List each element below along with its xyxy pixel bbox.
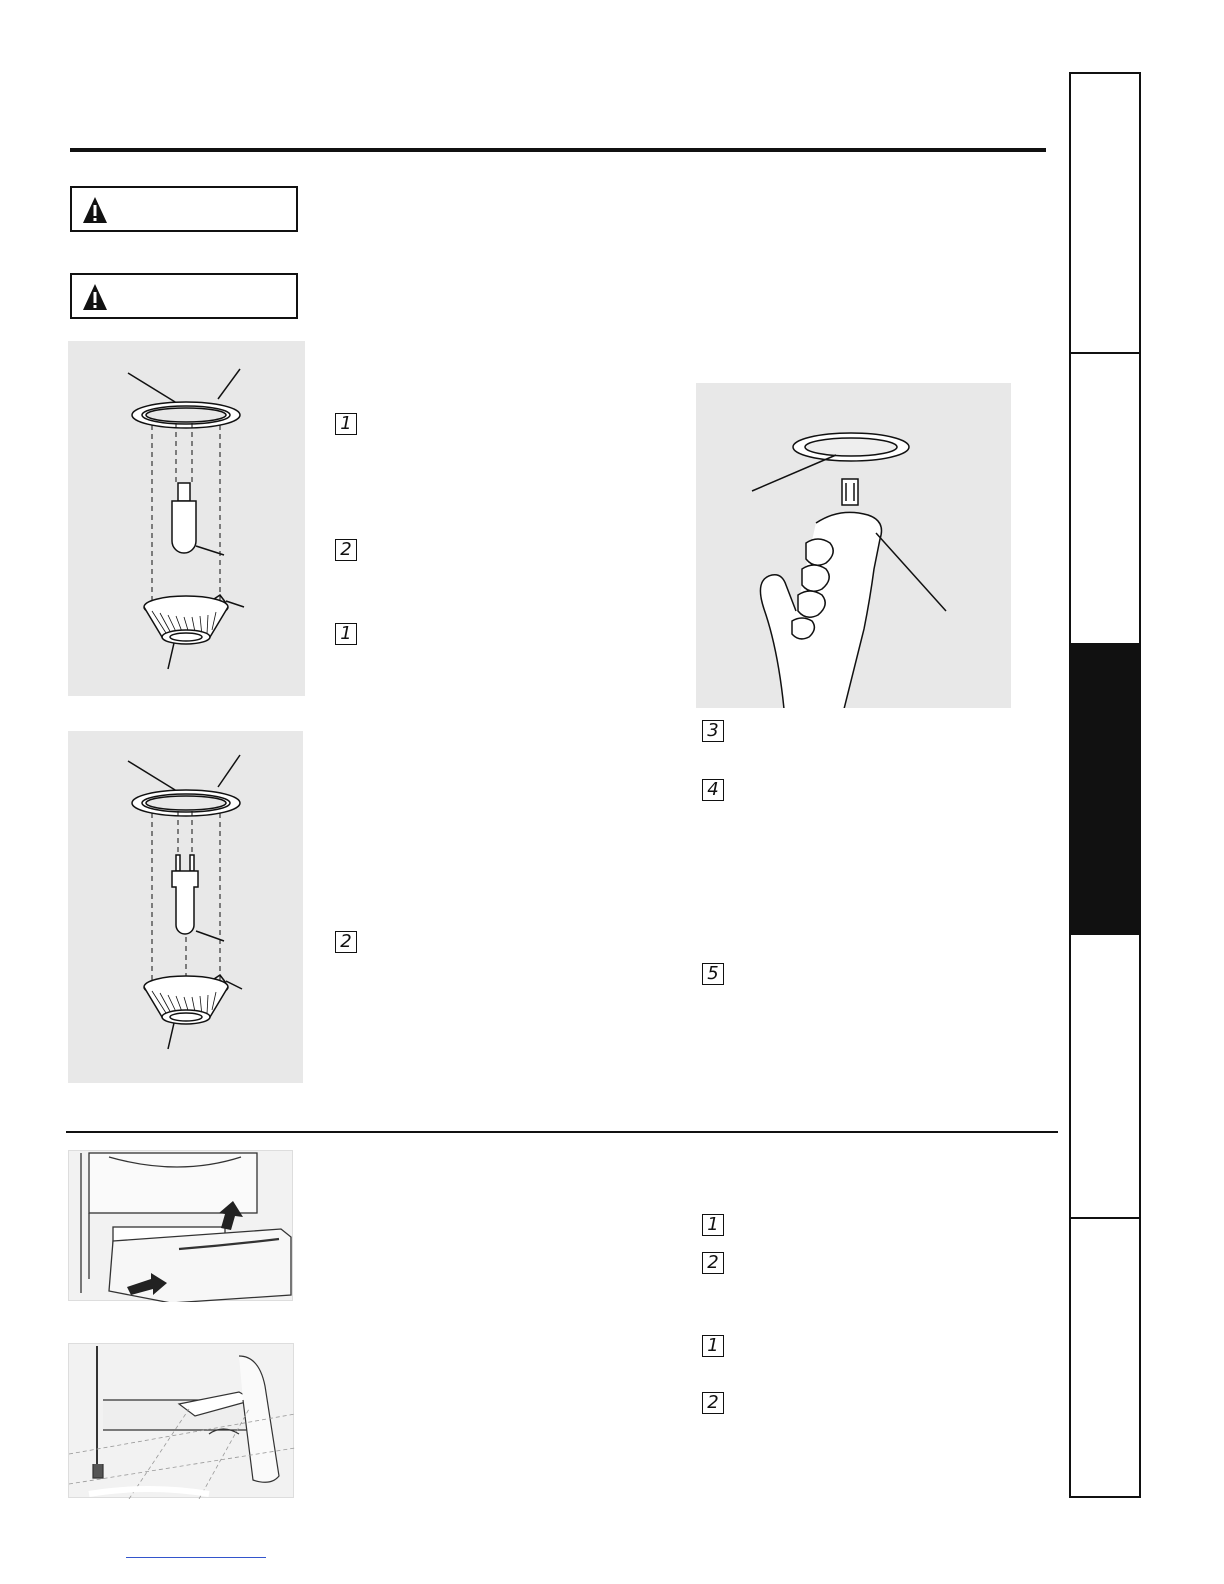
section-tab-active[interactable] — [1069, 643, 1141, 933]
warning-triangle-icon — [82, 196, 108, 224]
tab-divider — [1069, 933, 1141, 935]
hand-bulb-illustration — [696, 383, 1011, 708]
step-number-box: 2 — [335, 931, 357, 953]
step-number-box: 1 — [702, 1214, 724, 1236]
step-number-box: 5 — [702, 963, 724, 985]
tab-divider — [1069, 1217, 1141, 1219]
step-number-box: 1 — [702, 1335, 724, 1357]
section-divider — [66, 1131, 1058, 1133]
leveling-leg-photo — [68, 1343, 294, 1498]
bulb-illustration-2 — [68, 731, 303, 1083]
step-number-box: 2 — [702, 1252, 724, 1274]
warning-box-2 — [70, 273, 298, 319]
footer-link[interactable] — [126, 1557, 266, 1558]
tab-divider — [1069, 352, 1141, 354]
step-number-box: 2 — [702, 1392, 724, 1414]
step-number-box: 4 — [702, 779, 724, 801]
drawer-removal-photo — [68, 1150, 293, 1301]
header-rule — [70, 148, 1046, 152]
step-number-box: 2 — [335, 539, 357, 561]
warning-triangle-icon — [82, 283, 108, 311]
bulb-illustration-1 — [68, 341, 305, 696]
step-number-box: 1 — [335, 623, 357, 645]
step-number-box: 3 — [702, 720, 724, 742]
warning-box-1 — [70, 186, 298, 232]
step-number-box: 1 — [335, 413, 357, 435]
